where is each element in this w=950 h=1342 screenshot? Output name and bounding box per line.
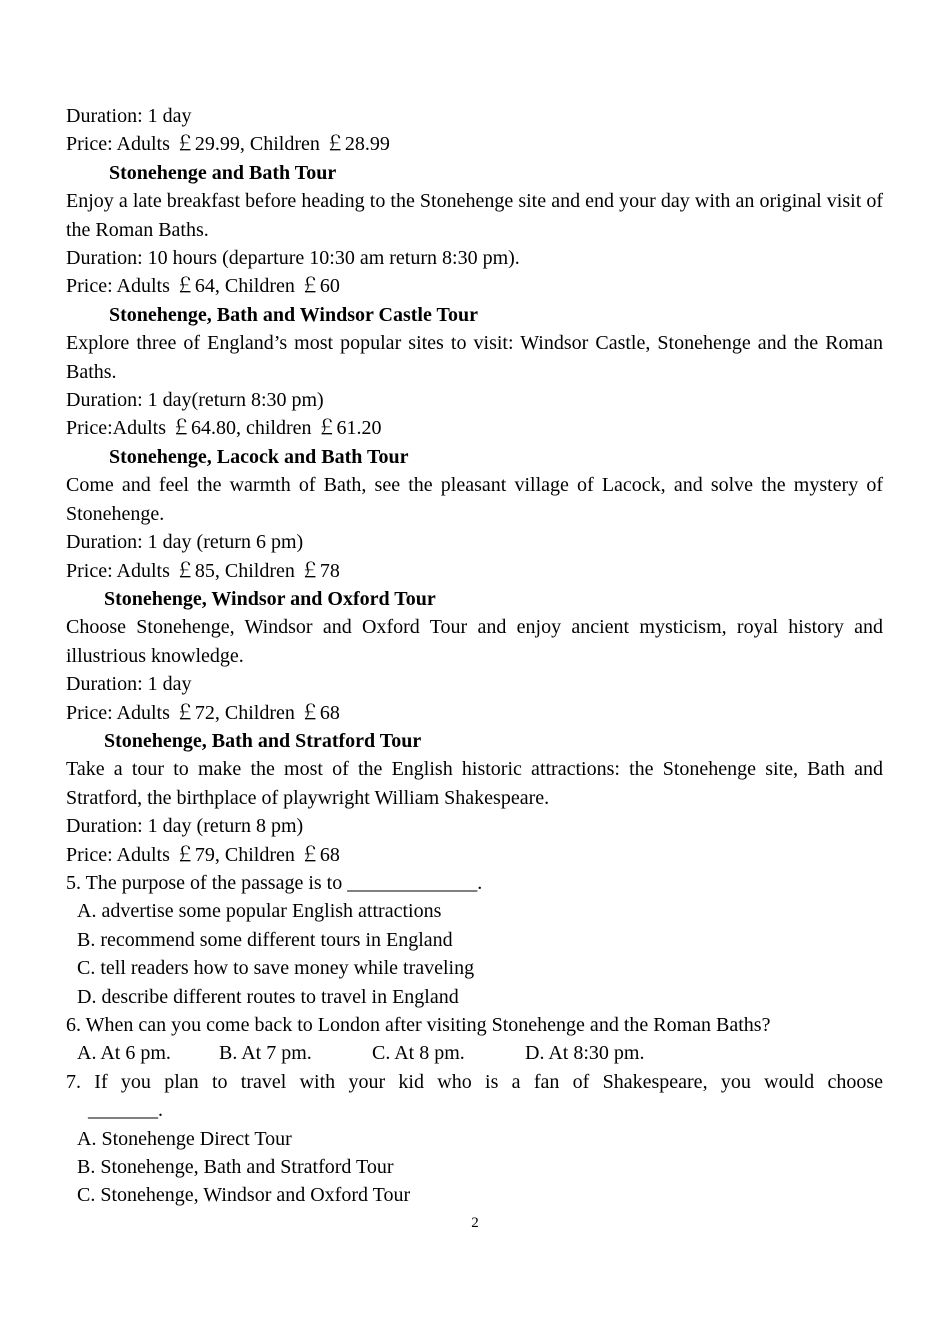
question-stem: 6. When can you come back to London after visiting Stonehenge and the Roman Baths? <box>66 1014 771 1036</box>
tour-title: Stonehenge and Bath Tour <box>109 161 337 184</box>
tour-description: Take a tour to make the most of the English historic attractions: the Stonehenge site, Bath and Stratford, the birthplace of playwright William Shakespeare. <box>66 758 883 809</box>
answer-option: A. advertise some popular English attractions <box>77 900 442 923</box>
tour-description: Come and feel the warmth of Bath, see the pleasant village of Lacock, and solve the mystery of Stonehenge. <box>66 474 883 525</box>
answer-option: B. Stonehenge, Bath and Stratford Tour <box>77 1156 394 1179</box>
tour-title: Stonehenge, Bath and Stratford Tour <box>104 729 422 752</box>
answer-option: D. describe different routes to travel in England <box>77 985 459 1008</box>
answer-option: C. At 8 pm. <box>372 1042 465 1065</box>
tour-duration: Duration: 1 day(return 8:30 pm) <box>66 389 324 412</box>
tour-description: Explore three of England’s most popular sites to visit: Windsor Castle, Stonehenge and the Roman Baths. <box>66 332 883 383</box>
answer-option: D. At 8:30 pm. <box>525 1042 645 1065</box>
answer-option: A. At 6 pm. <box>77 1042 171 1065</box>
tour-duration: Duration: 10 hours (departure 10:30 am return 8:30 pm). <box>66 247 520 270</box>
answer-options-row <box>66 1039 883 1067</box>
tour-title: Stonehenge, Lacock and Bath Tour <box>109 445 409 468</box>
tour-price: Price: Adults ￡85, Children ￡78 <box>66 559 340 582</box>
question-stem-text: 7. If you plan to travel with your kid who is a fan of Shakespeare, you would choose <box>66 1070 883 1093</box>
answer-option: C. Stonehenge, Windsor and Oxford Tour <box>77 1184 411 1207</box>
tour-description: Choose Stonehenge, Windsor and Oxford Tour and enjoy ancient mysticism, royal history and illustrious knowledge. <box>66 616 883 667</box>
question-blank: _______. <box>88 1099 163 1122</box>
tour-title: Stonehenge, Bath and Windsor Castle Tour <box>109 303 478 326</box>
tour-price: Price:Adults ￡64.80, children ￡61.20 <box>66 417 382 440</box>
tour-duration: Duration: 1 day (return 6 pm) <box>66 531 304 554</box>
answer-option: B. recommend some different tours in England <box>77 928 453 951</box>
answer-option: B. At 7 pm. <box>219 1042 312 1065</box>
question-stem: 5. The purpose of the passage is to _____________. <box>66 871 483 894</box>
answer-option: C. tell readers how to save money while traveling <box>77 957 475 980</box>
tour-duration: Duration: 1 day (return 8 pm) <box>66 815 304 838</box>
tour-description: Enjoy a late breakfast before heading to the Stonehenge site and end your day with an original visit of the Roman Baths. <box>66 190 883 241</box>
tour-price: Price: Adults ￡64, Children ￡60 <box>66 275 340 298</box>
tour-price: Price: Adults ￡72, Children ￡68 <box>66 701 340 724</box>
document-page <box>66 102 883 1210</box>
tour-duration: Duration: 1 day <box>66 673 192 696</box>
answer-option: A. Stonehenge Direct Tour <box>77 1127 292 1150</box>
question-stem <box>66 1068 883 1096</box>
page-number: 2 <box>471 1215 479 1231</box>
tour-price: Price: Adults ￡79, Children ￡68 <box>66 843 340 866</box>
tour-price: Price: Adults ￡29.99, Children ￡28.99 <box>66 133 390 156</box>
tour-duration: Duration: 1 day <box>66 105 192 127</box>
tour-title: Stonehenge, Windsor and Oxford Tour <box>104 587 436 610</box>
